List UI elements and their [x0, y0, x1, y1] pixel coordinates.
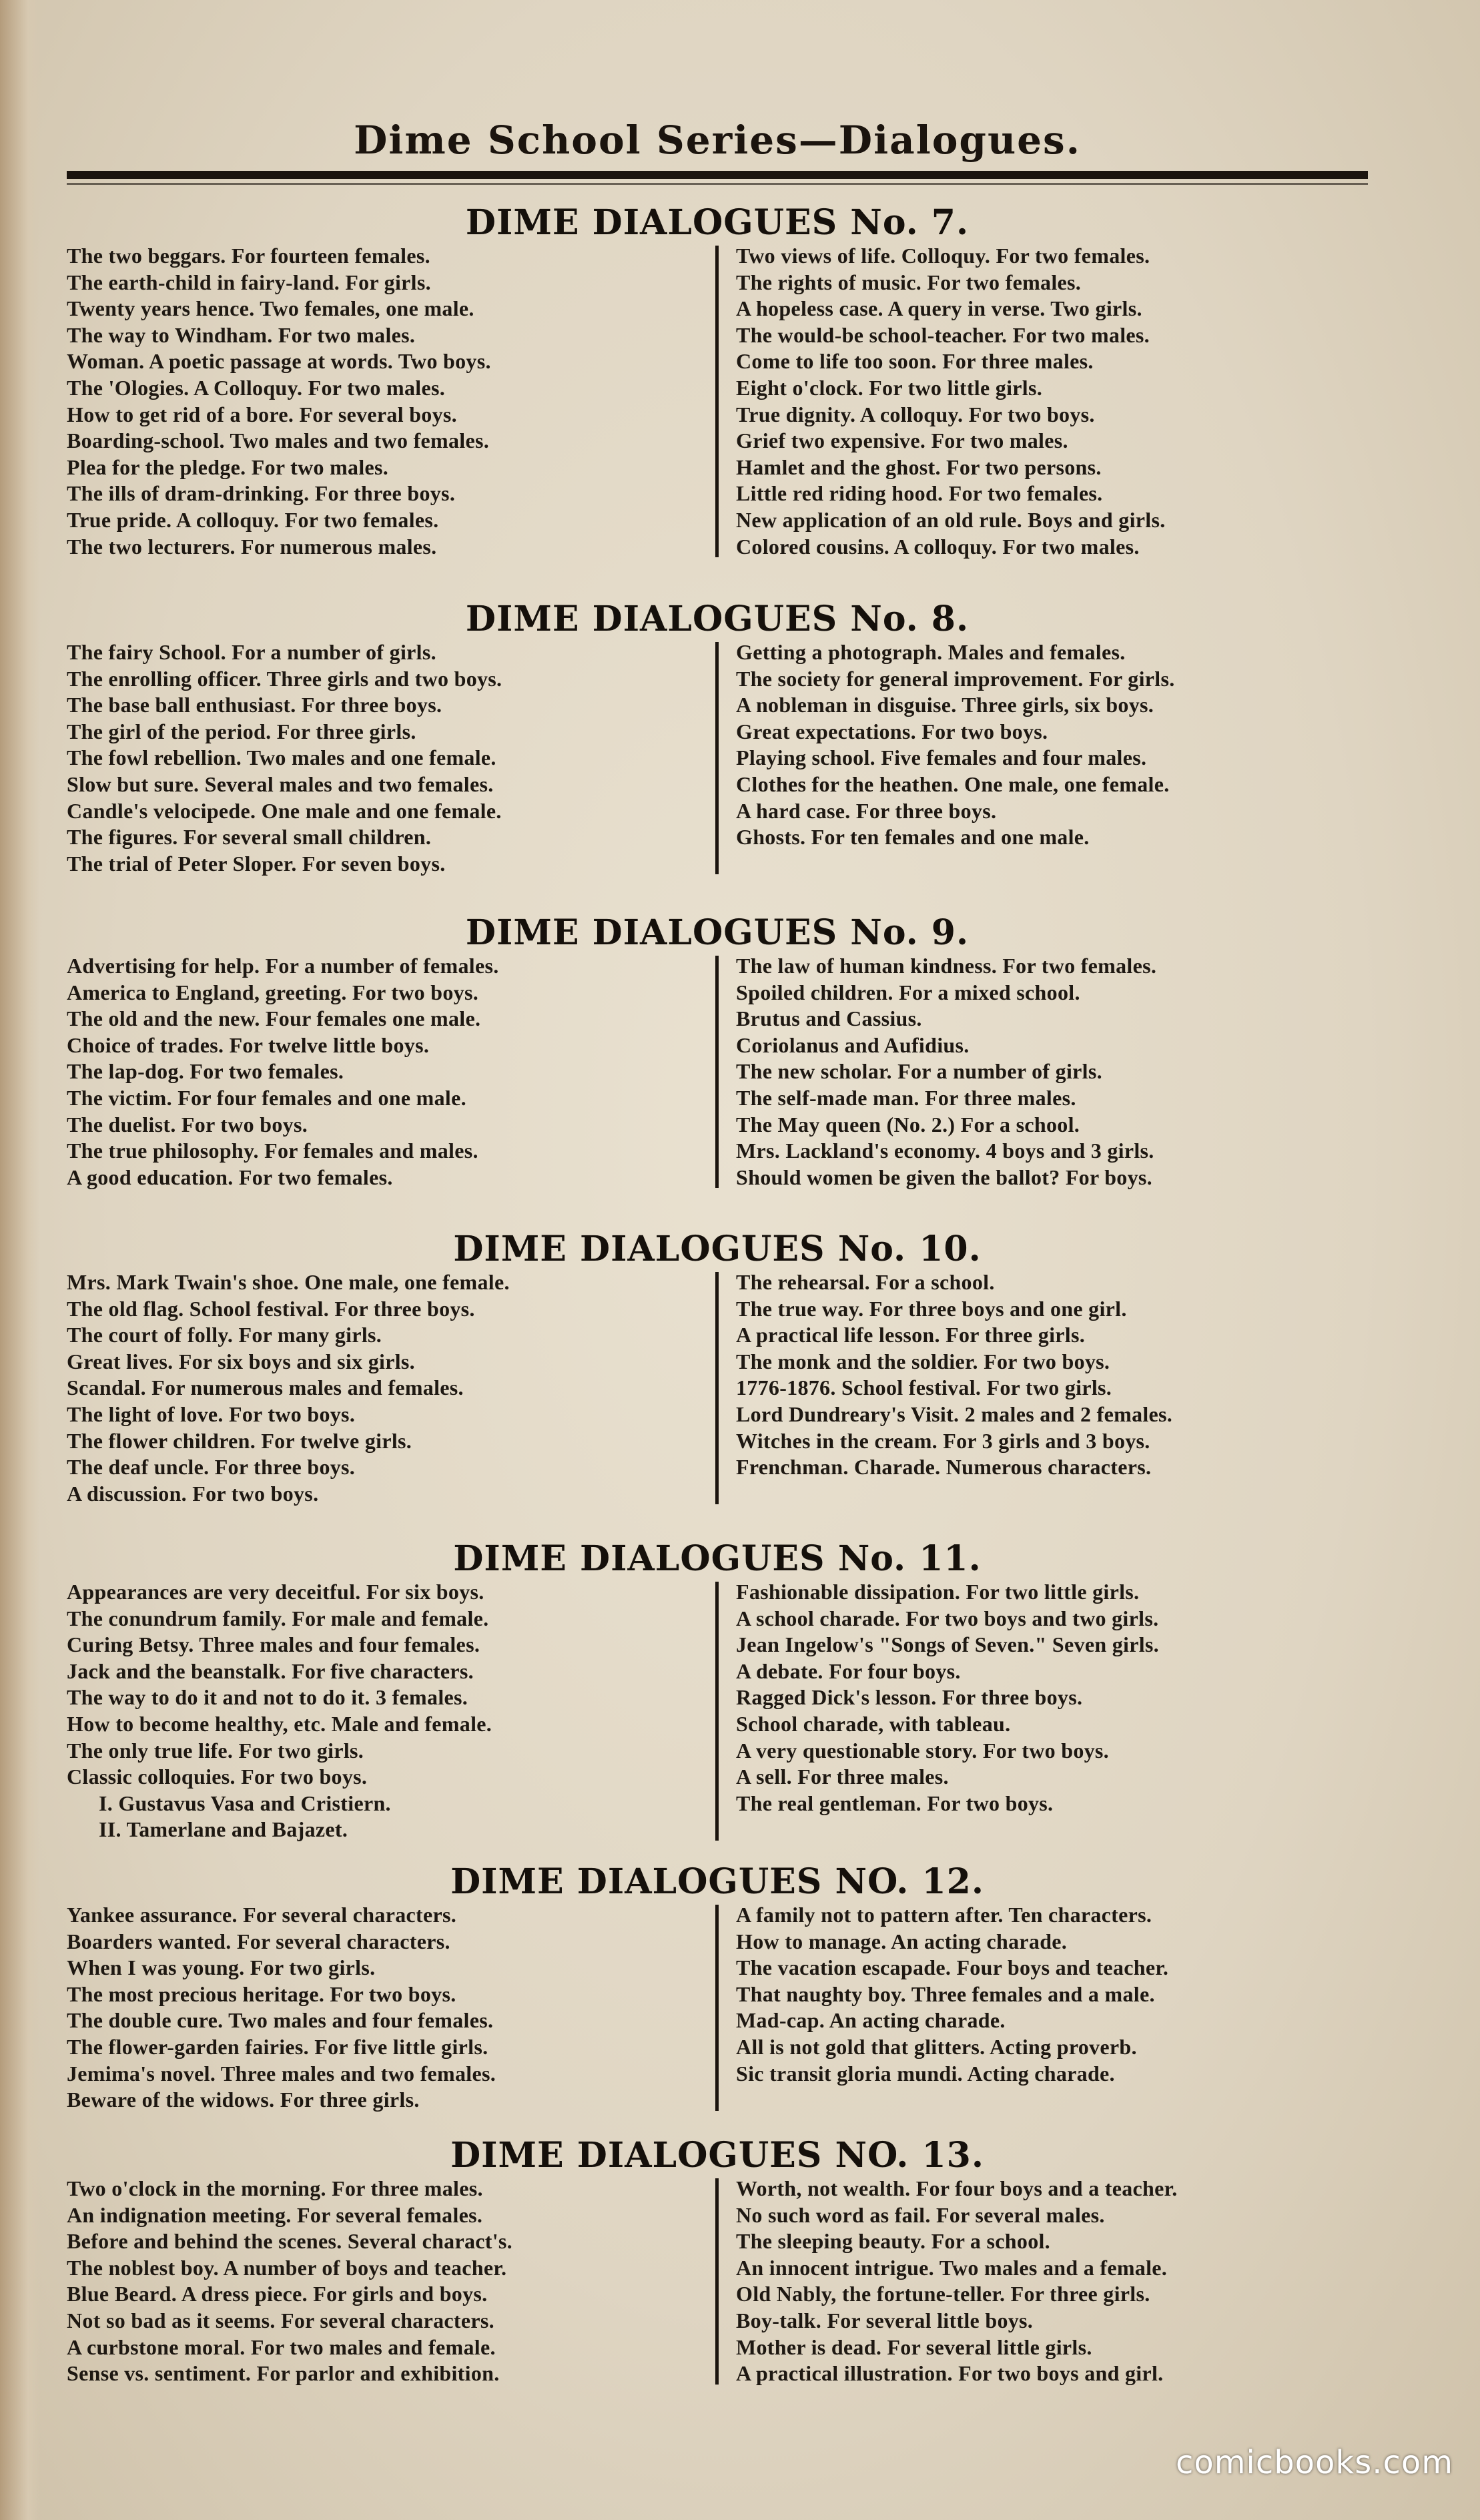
dialogue-entry: Boy-talk. For several little boys. — [736, 2308, 1034, 2332]
dialogue-section — [67, 913, 1368, 1191]
dialogue-entry: Should women be given the ballot? For boys. — [736, 1165, 1152, 1189]
dialogue-entry: Fashionable dissipation. For two little girls. — [736, 1580, 1140, 1604]
section-title: DIME DIALOGUES No. 8. — [465, 599, 970, 639]
dialogue-entry: The true philosophy. For females and males. — [67, 1139, 478, 1163]
dialogue-entry: The real gentleman. For two boys. — [736, 1791, 1054, 1815]
left-column — [67, 2176, 717, 2387]
dialogue-entry: When I was young. For two girls. — [67, 1955, 376, 1980]
dialogue-entry: Lord Dundreary's Visit. 2 males and 2 females. — [736, 1401, 1173, 1426]
header-rule — [67, 171, 1368, 179]
dialogue-entry: Boarding-school. Two males and two females. — [67, 428, 490, 453]
dialogue-entry: A debate. For four boys. — [736, 1658, 961, 1683]
dialogue-entry: The law of human kindness. For two females. — [736, 954, 1157, 978]
dialogue-entry: Ghosts. For ten females and one male. — [736, 825, 1090, 850]
dialogue-entry: A school charade. For two boys and two girls. — [736, 1606, 1159, 1630]
dialogue-entry: Coriolanus and Aufidius. — [736, 1032, 970, 1057]
dialogue-entry: The trial of Peter Sloper. For seven boys. — [67, 851, 446, 876]
right-column — [717, 243, 1368, 560]
dialogue-entry: The vacation escapade. Four boys and teacher. — [736, 1955, 1169, 1980]
dialogue-entry: How to become healthy, etc. Male and female. — [67, 1711, 492, 1736]
dialogue-entry: Hamlet and the ghost. For two persons. — [736, 454, 1102, 479]
page-header: Dime School Series—Dialogues. — [354, 117, 1081, 163]
column-divider — [715, 2178, 719, 2385]
dialogue-entry: Blue Beard. A dress piece. For girls and boys. — [67, 2282, 488, 2306]
dialogue-entry: Ragged Dick's lesson. For three boys. — [736, 1685, 1083, 1710]
dialogue-entry: Yankee assurance. For several characters. — [67, 1903, 457, 1927]
dialogue-entry: The two beggars. For fourteen females. — [67, 244, 430, 268]
dialogue-entry: The only true life. For two girls. — [67, 1738, 364, 1763]
dialogue-entry: The flower-garden fairies. For five little girls. — [67, 2034, 488, 2059]
dialogue-entry: The lap-dog. For two females. — [67, 1059, 344, 1084]
dialogue-entry: All is not gold that glitters. Acting proverb. — [736, 2034, 1137, 2059]
dialogue-entry: School charade, with tableau. — [736, 1711, 1011, 1736]
section-title: DIME DIALOGUES NO. 12. — [450, 1861, 984, 1902]
dialogue-entry: The ills of dram-drinking. For three boys. — [67, 481, 456, 506]
dialogue-entry: Boarders wanted. For several characters. — [67, 1929, 450, 1953]
dialogue-entry: Classic colloquies. For two boys. — [67, 1765, 368, 1789]
dialogue-entry: The way to do it and not to do it. 3 females. — [67, 1685, 468, 1710]
dialogue-entry: Curing Betsy. Three males and four females. — [67, 1632, 480, 1657]
dialogue-entry: Before and behind the scenes. Several charact's. — [67, 2229, 512, 2254]
dialogue-entry: The true way. For three boys and one girl. — [736, 1296, 1127, 1321]
dialogue-entry: The monk and the soldier. For two boys. — [736, 1349, 1110, 1373]
dialogue-entry: The flower children. For twelve girls. — [67, 1428, 412, 1453]
dialogue-entry: Grief two expensive. For two males. — [736, 428, 1068, 453]
dialogue-entry: The figures. For several small children. — [67, 825, 432, 850]
dialogue-entry: A hard case. For three boys. — [736, 798, 997, 823]
dialogue-entry: The sleeping beauty. For a school. — [736, 2229, 1050, 2254]
dialogue-entry: The noblest boy. A number of boys and teacher. — [67, 2255, 507, 2280]
section-columns — [67, 1269, 1368, 1507]
dialogue-entry: Colored cousins. A colloquy. For two males. — [736, 534, 1140, 559]
dialogue-entry: The society for general improvement. For girls. — [736, 666, 1175, 691]
dialogue-entry: The double cure. Two males and four females. — [67, 2008, 494, 2033]
dialogue-entry: Mad-cap. An acting charade. — [736, 2008, 1006, 2033]
dialogue-entry: A good education. For two females. — [67, 1165, 393, 1189]
dialogue-entry: Come to life too soon. For three males. — [736, 349, 1094, 374]
column-divider — [715, 956, 719, 1188]
section-columns — [67, 2176, 1368, 2387]
right-column — [717, 1269, 1368, 1507]
dialogue-entry: The light of love. For two boys. — [67, 1401, 356, 1426]
right-column — [717, 2176, 1368, 2387]
dialogue-entry: Great expectations. For two boys. — [736, 719, 1048, 743]
column-divider — [715, 1905, 719, 2111]
dialogue-entry: The two lecturers. For numerous males. — [67, 534, 437, 559]
dialogue-section — [67, 1862, 1368, 2114]
dialogue-entry: Jack and the beanstalk. For five characters. — [67, 1658, 474, 1683]
watermark: comicbooks.com — [1175, 2444, 1453, 2481]
dialogue-entry: Spoiled children. For a mixed school. — [736, 980, 1080, 1004]
dialogue-entry: The court of folly. For many girls. — [67, 1323, 382, 1347]
dialogue-entry: Eight o'clock. For two little girls. — [736, 375, 1043, 400]
dialogue-entry: True dignity. A colloquy. For two boys. — [736, 402, 1095, 426]
dialogue-entry: A curbstone moral. For two males and female. — [67, 2334, 496, 2359]
dialogue-entry: The self-made man. For three males. — [736, 1085, 1076, 1110]
dialogue-entry: Mrs. Mark Twain's shoe. One male, one female. — [67, 1270, 510, 1294]
dialogue-section — [67, 1539, 1368, 1843]
header-rule-thin — [67, 183, 1368, 185]
dialogue-entry: New application of an old rule. Boys and girls. — [736, 507, 1166, 532]
dialogue-entry: Jean Ingelow's "Songs of Seven." Seven girls. — [736, 1632, 1159, 1657]
dialogue-entry: A practical life lesson. For three girls. — [736, 1323, 1086, 1347]
dialogue-entry: Great lives. For six boys and six girls. — [67, 1349, 415, 1373]
right-column — [717, 953, 1368, 1191]
column-divider — [715, 1272, 719, 1504]
section-title: DIME DIALOGUES No. 10. — [453, 1229, 982, 1269]
column-divider — [715, 1582, 719, 1841]
dialogue-entry: Two views of life. Colloquy. For two females. — [736, 244, 1150, 268]
dialogue-entry: The rights of music. For two females. — [736, 270, 1082, 294]
dialogue-section — [67, 203, 1368, 560]
dialogue-entry: Beware of the widows. For three girls. — [67, 2088, 420, 2112]
dialogue-entry: The conundrum family. For male and female. — [67, 1606, 489, 1630]
left-column — [67, 243, 717, 560]
section-columns — [67, 639, 1368, 877]
dialogue-entry: Woman. A poetic passage at words. Two boys. — [67, 349, 491, 374]
dialogue-entry: Sic transit gloria mundi. Acting charade. — [736, 2061, 1115, 2086]
dialogue-entry: A practical illustration. For two boys and girl. — [736, 2361, 1164, 2386]
dialogue-entry: The earth-child in fairy-land. For girls. — [67, 270, 431, 294]
right-column — [717, 639, 1368, 877]
left-column — [67, 953, 717, 1191]
left-column — [67, 1579, 717, 1843]
dialogue-entry: Witches in the cream. For 3 girls and 3 boys. — [736, 1428, 1150, 1453]
dialogue-section — [67, 599, 1368, 877]
left-column — [67, 1902, 717, 2114]
left-column — [67, 1269, 717, 1507]
dialogue-entry: The old flag. School festival. For three boys. — [67, 1296, 475, 1321]
dialogue-entry: The May queen (No. 2.) For a school. — [736, 1112, 1080, 1137]
dialogue-entry: A nobleman in disguise. Three girls, six boys. — [736, 693, 1154, 717]
dialogue-entry: How to get rid of a bore. For several boys. — [67, 402, 457, 426]
dialogue-entry: Candle's velocipede. One male and one female. — [67, 798, 502, 823]
dialogue-entry: Twenty years hence. Two females, one male. — [67, 296, 474, 321]
dialogue-entry: The new scholar. For a number of girls. — [736, 1059, 1102, 1084]
dialogue-entry: The rehearsal. For a school. — [736, 1270, 995, 1294]
dialogue-entry: Choice of trades. For twelve little boys. — [67, 1032, 430, 1057]
dialogue-entry: Slow but sure. Several males and two females. — [67, 771, 494, 796]
section-columns — [67, 953, 1368, 1191]
dialogue-entry: A very questionable story. For two boys. — [736, 1738, 1109, 1763]
section-title: DIME DIALOGUES NO. 13. — [450, 2135, 984, 2176]
right-column — [717, 1902, 1368, 2114]
column-divider — [715, 246, 719, 557]
section-columns — [67, 1579, 1368, 1843]
dialogue-entry: The girl of the period. For three girls. — [67, 719, 416, 743]
dialogue-entry: Worth, not wealth. For four boys and a teacher. — [736, 2176, 1178, 2200]
dialogue-entry: The fowl rebellion. Two males and one female. — [67, 745, 496, 770]
section-title: DIME DIALOGUES No. 9. — [465, 912, 970, 953]
dialogue-entry: The enrolling officer. Three girls and two boys. — [67, 666, 502, 691]
dialogue-entry: Plea for the pledge. For two males. — [67, 454, 389, 479]
dialogue-entry: An innocent intrigue. Two males and a female. — [736, 2255, 1168, 2280]
dialogue-entry: Old Nably, the fortune-teller. For three girls. — [736, 2282, 1150, 2306]
dialogue-entry: A family not to pattern after. Ten characters. — [736, 1903, 1152, 1927]
dialogue-entry: That naughty boy. Three females and a male. — [736, 1981, 1155, 2006]
dialogue-entry: America to England, greeting. For two boys. — [67, 980, 479, 1004]
dialogue-entry: The deaf uncle. For three boys. — [67, 1455, 356, 1480]
dialogue-entry: Mrs. Lackland's economy. 4 boys and 3 girls. — [736, 1139, 1154, 1163]
section-title: DIME DIALOGUES No. 7. — [465, 202, 970, 243]
dialogue-entry: Appearances are very deceitful. For six boys. — [67, 1580, 484, 1604]
column-divider — [715, 642, 719, 874]
dialogue-entry: The base ball enthusiast. For three boys. — [67, 693, 442, 717]
dialogue-entry: Little red riding hood. For two females. — [736, 481, 1103, 506]
dialogue-entry: Frenchman. Charade. Numerous characters. — [736, 1455, 1152, 1480]
dialogue-entry: No such word as fail. For several males. — [736, 2202, 1105, 2227]
dialogue-entry: Advertising for help. For a number of females. — [67, 954, 499, 978]
dialogue-entry: Two o'clock in the morning. For three males. — [67, 2176, 483, 2200]
dialogue-entry: Mother is dead. For several little girls. — [736, 2334, 1092, 2359]
dialogue-entry: A hopeless case. A query in verse. Two girls. — [736, 296, 1142, 321]
dialogue-entry: Sense vs. sentiment. For parlor and exhibition. — [67, 2361, 500, 2386]
dialogue-entry: I. Gustavus Vasa and Cristiern. — [99, 1791, 391, 1815]
left-column — [67, 639, 717, 877]
dialogue-entry: The 'Ologies. A Colloquy. For two males. — [67, 375, 445, 400]
dialogue-entry: Getting a photograph. Males and females. — [736, 640, 1126, 664]
section-title: DIME DIALOGUES No. 11. — [453, 1538, 982, 1579]
dialogue-entry: The duelist. For two boys. — [67, 1112, 308, 1137]
dialogue-entry: Playing school. Five females and four males. — [736, 745, 1147, 770]
dialogue-entry: An indignation meeting. For several females. — [67, 2202, 483, 2227]
dialogue-entry: Jemima's novel. Three males and two females. — [67, 2061, 496, 2086]
section-columns — [67, 243, 1368, 560]
dialogue-entry: A sell. For three males. — [736, 1765, 949, 1789]
page-gutter — [0, 0, 40, 2520]
dialogue-entry: The old and the new. Four females one male. — [67, 1006, 481, 1031]
dialogue-entry: Clothes for the heathen. One male, one female. — [736, 771, 1170, 796]
dialogue-entry: How to manage. An acting charade. — [736, 1929, 1068, 1953]
dialogue-entry: The way to Windham. For two males. — [67, 322, 416, 347]
dialogue-entry: The victim. For four females and one male. — [67, 1085, 466, 1110]
dialogue-entry: The fairy School. For a number of girls. — [67, 640, 436, 664]
dialogue-entry: The would-be school-teacher. For two males. — [736, 322, 1150, 347]
dialogue-entry: Scandal. For numerous males and females. — [67, 1375, 464, 1400]
dialogue-entry: A discussion. For two boys. — [67, 1481, 319, 1506]
dialogue-entry: The most precious heritage. For two boys. — [67, 1981, 456, 2006]
right-column — [717, 1579, 1368, 1843]
section-columns — [67, 1902, 1368, 2114]
dialogue-section — [67, 1229, 1368, 1507]
dialogue-entry: II. Tamerlane and Bajazet. — [99, 1817, 348, 1842]
dialogue-entry: Not so bad as it seems. For several characters. — [67, 2308, 494, 2332]
dialogue-entry: Brutus and Cassius. — [736, 1006, 922, 1031]
dialogue-section — [67, 2136, 1368, 2387]
dialogue-entry: 1776-1876. School festival. For two girls. — [736, 1375, 1112, 1400]
dialogue-entry: True pride. A colloquy. For two females. — [67, 507, 439, 532]
